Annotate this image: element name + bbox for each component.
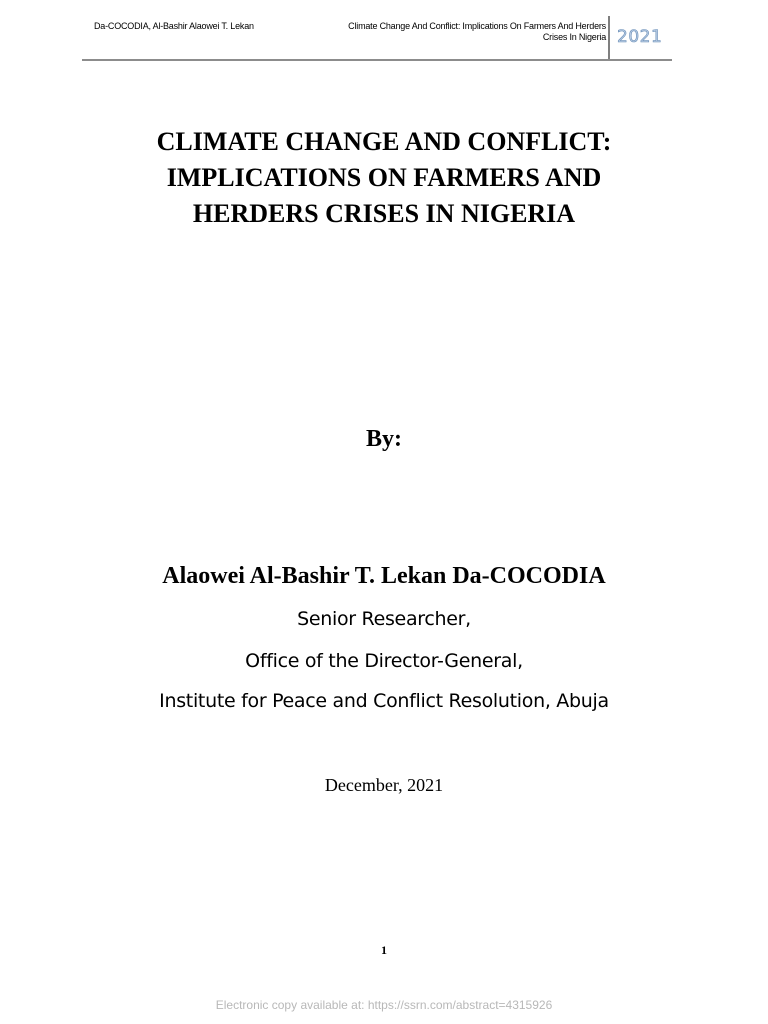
by-label: By: — [366, 426, 402, 452]
title-line-2: IMPLICATIONS ON FARMERS AND — [166, 163, 602, 192]
header-divider — [608, 16, 610, 59]
page-header — [0, 0, 768, 62]
ssrn-footer: Electronic copy available at: https://ssrn.com/abstract=4315926 — [215, 998, 553, 1012]
page-number: 1 — [381, 943, 387, 957]
author-position: Senior Researcher, — [297, 608, 471, 630]
title-line-3: HERDERS CRISES IN NIGERIA — [192, 199, 576, 228]
header-title-line-1: Climate Change And Conflict: Implications On Farmers And Herders — [348, 21, 606, 31]
author-institute: Institute for Peace and Conflict Resolution, Abuja — [159, 690, 609, 712]
publication-date: December, 2021 — [324, 775, 444, 795]
document-title — [84, 124, 684, 232]
header-year: 2021 — [617, 27, 663, 47]
author-office: Office of the Director-General, — [245, 650, 523, 672]
author-name: Alaowei Al-Bashir T. Lekan Da-COCODIA — [162, 563, 606, 589]
header-title — [276, 21, 606, 43]
header-author: Da-COCODIA, Al-Bashir Alaowei T. Lekan — [94, 21, 254, 31]
header-title-line-2: Crises In Nigeria — [542, 32, 606, 42]
header-rule — [82, 59, 672, 61]
title-line-1: CLIMATE CHANGE AND CONFLICT: — [156, 127, 612, 156]
